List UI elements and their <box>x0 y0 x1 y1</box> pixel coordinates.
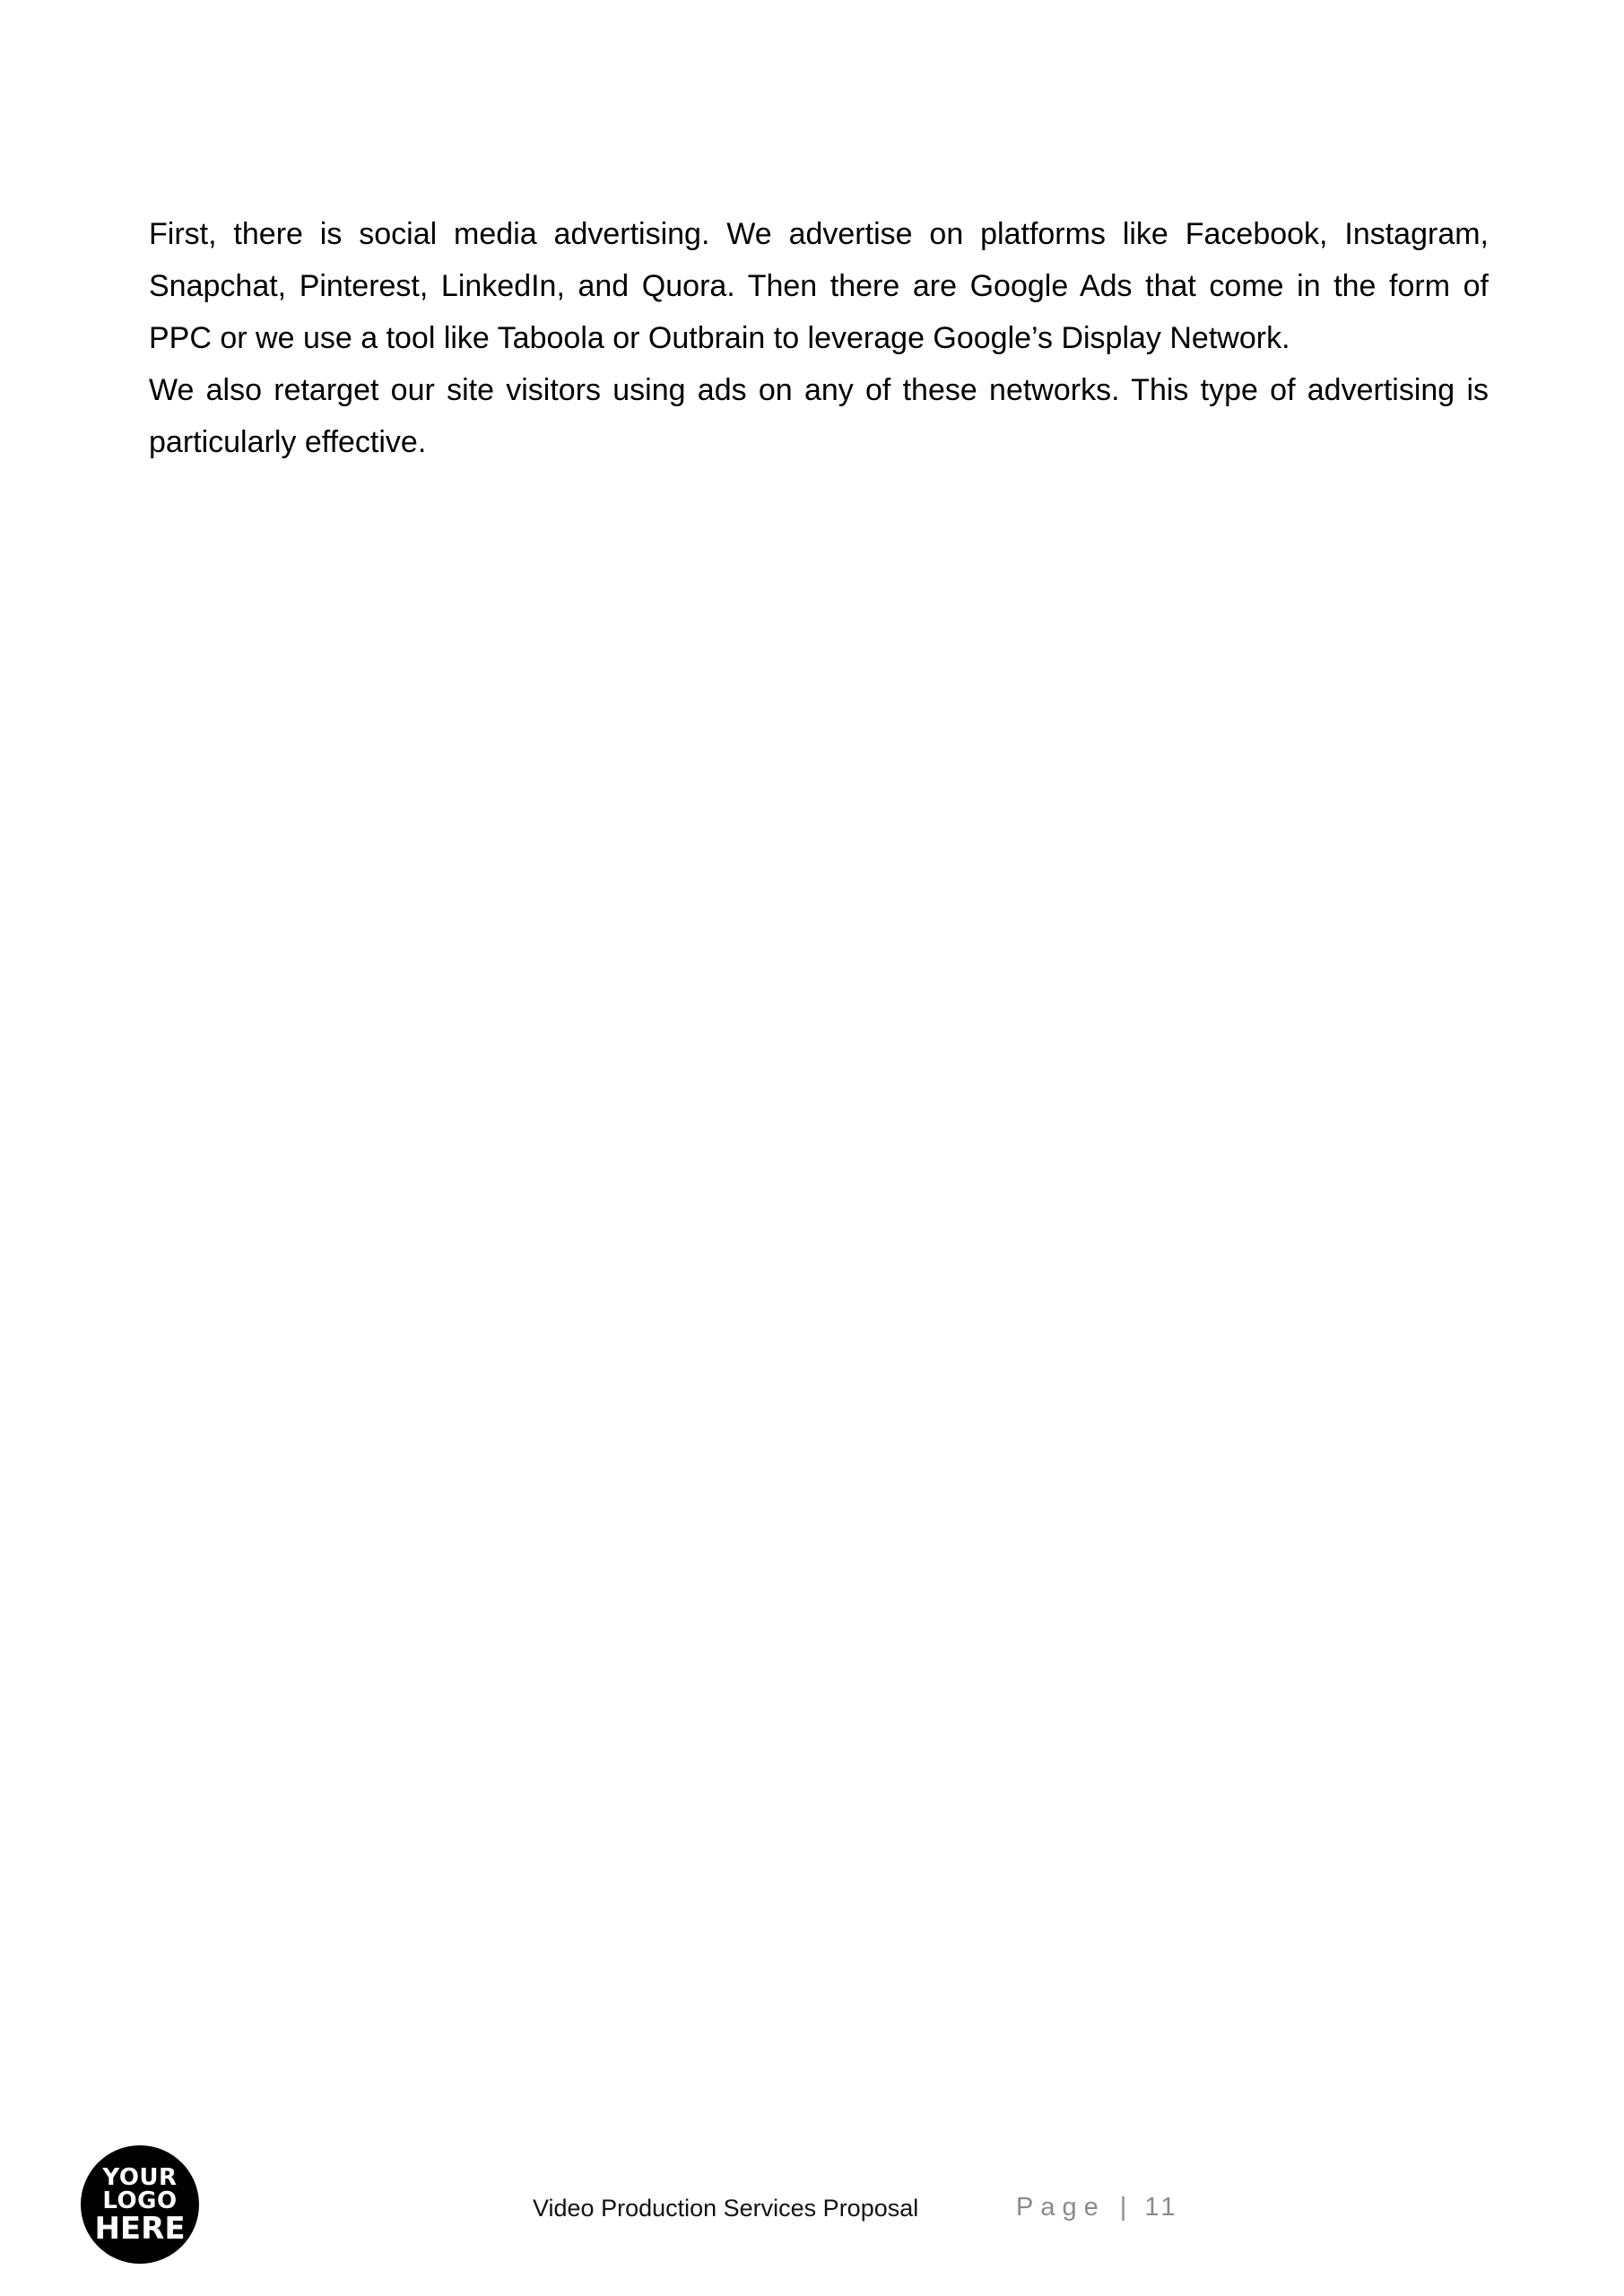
footer-document-title: Video Production Services Proposal <box>533 2195 919 2222</box>
page-separator: | <box>1119 2193 1131 2222</box>
body-text <box>149 208 1489 468</box>
logo-line-here: HERE <box>94 2210 186 2247</box>
paragraph-retargeting: We also retarget our site visitors using ads on any of these networks. This type of advertising is particularly effective. <box>149 373 1489 459</box>
logo-line-your: YOUR <box>102 2163 178 2191</box>
footer-page-number <box>1016 2192 1179 2222</box>
logo-line-logo: LOGO <box>102 2187 178 2214</box>
page-number: 11 <box>1144 2193 1179 2222</box>
paragraph-social-media: First, there is social media advertising. We advertise on platforms like Facebook, Instagram, Snapchat, Pinterest, LinkedIn, and Quora. Then there are Google Ads that come in the form of PPC or we use a tool like Taboola or Outbrain to leverage Google’s Display Network. <box>149 217 1489 355</box>
company-logo <box>81 2145 199 2264</box>
page-label: Page <box>1016 2193 1106 2222</box>
